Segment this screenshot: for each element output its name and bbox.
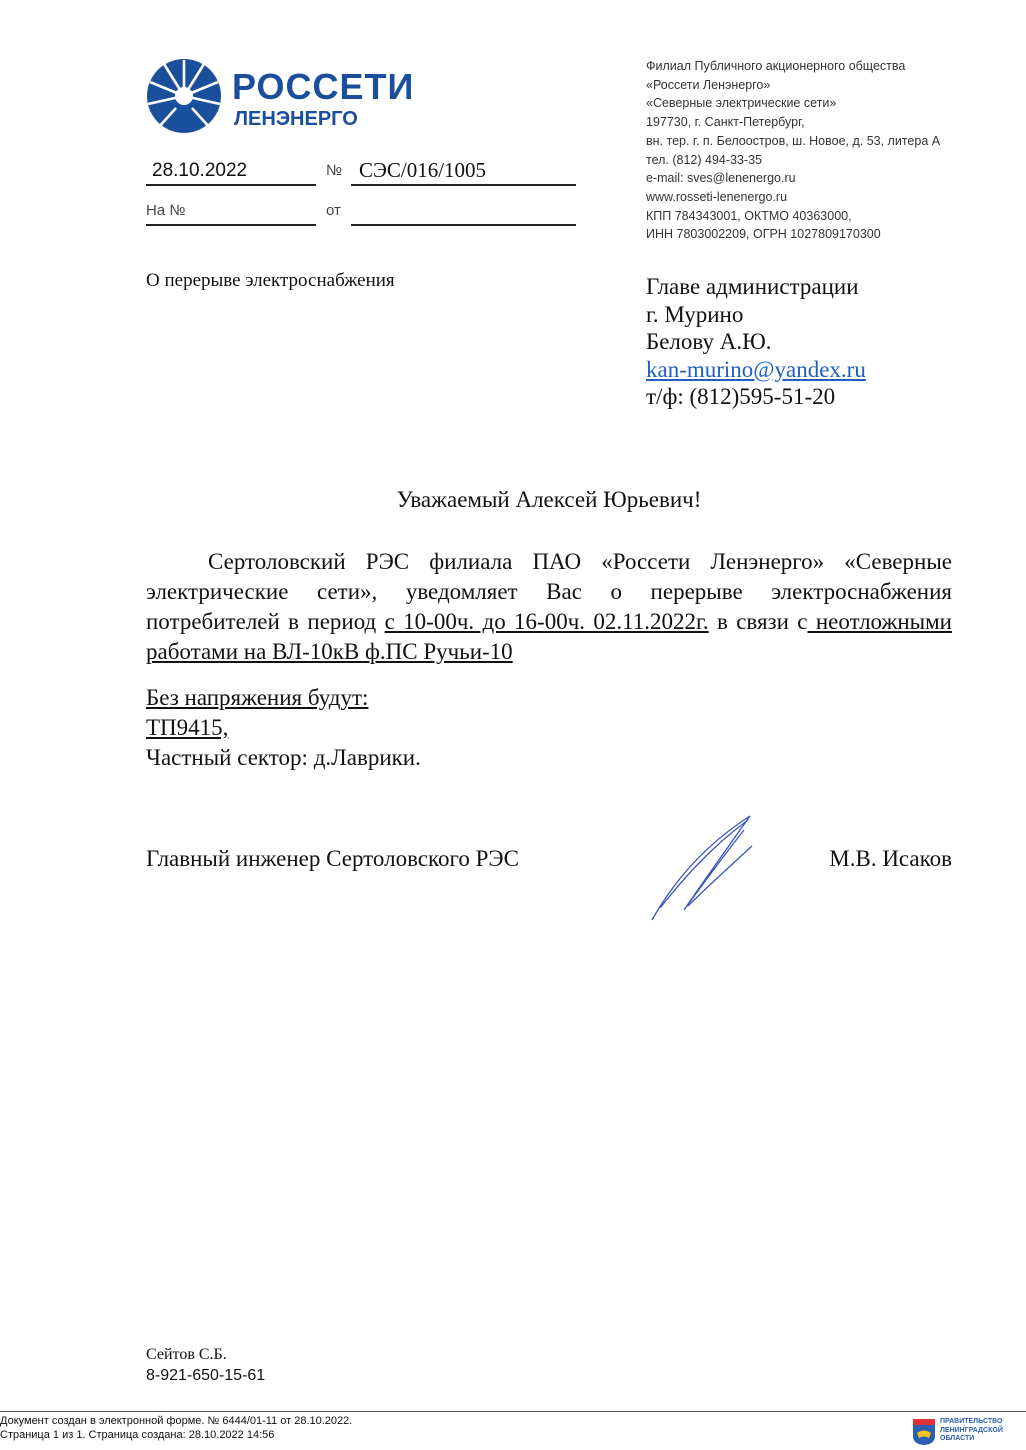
org-line: ИНН 7803002209, ОГРН 1027809170300 xyxy=(646,227,881,242)
letter-number: СЭС/016/1005 xyxy=(359,158,487,182)
org-line: вн. тер. г. п. Белоостров, ш. Новое, д. 53, литера А xyxy=(646,133,941,148)
from-field xyxy=(351,200,576,226)
footer-meta xyxy=(0,1414,352,1442)
gov-line: ЛЕНИНГРАДСКОЙ xyxy=(940,1426,1003,1434)
greeting: Уважаемый Алексей Юрьевич! xyxy=(396,487,702,512)
coat-of-arms-icon xyxy=(912,1418,936,1446)
outage-reason: неотложными работами на ВЛ-10кВ ф.ПС Ручьи-10 xyxy=(146,609,952,664)
paragraph-text: Сертоловский РЭС филиала ПАО «Россети Ленэнерго» «Северные электрические сети», уведомляет Вас о перерыве электроснабжения потребителей в период xyxy=(146,549,952,634)
outage-period: с 10-00ч. до 16-00ч. 02.11.2022г. xyxy=(384,609,709,634)
outage-substation: ТП9415, xyxy=(146,715,229,740)
organization-details xyxy=(646,57,940,244)
footer-line: Страница 1 из 1. Страница создана: 28.10.2022 14:56 xyxy=(0,1429,275,1441)
signer-position: Главный инженер Сертоловского РЭС xyxy=(146,846,519,871)
org-line: тел. (812) 494-33-35 xyxy=(646,152,763,167)
paragraph-text-cont: в связи с xyxy=(708,609,808,634)
recipient-title: Главе администрации xyxy=(646,274,859,299)
executor-name: Сейтов С.Б. xyxy=(146,1346,227,1363)
reply-field xyxy=(146,200,316,226)
footer-divider xyxy=(0,1411,1026,1412)
recipient-email-link[interactable]: kan-murino@yandex.ru xyxy=(646,356,866,382)
gov-logo-text xyxy=(940,1418,1003,1444)
gov-logo xyxy=(912,1418,1022,1446)
outage-sector: Частный сектор: д.Лаврики. xyxy=(146,745,421,770)
gov-line: ПРАВИТЕЛЬСТВО xyxy=(940,1418,1003,1425)
org-line: www.rosseti-lenenergo.ru xyxy=(646,189,788,204)
logo-sub-text: ЛЕНЭНЕРГО xyxy=(234,108,358,130)
org-line: КПП 784343001, ОКТМО 40363000, xyxy=(646,208,852,223)
from-label: от xyxy=(326,202,341,219)
rosseti-emblem-icon xyxy=(146,58,222,134)
main-paragraph xyxy=(146,547,952,667)
letter-subject: О перерыве электроснабжения xyxy=(146,270,395,291)
company-logo xyxy=(146,58,415,138)
number-label: № xyxy=(326,162,343,179)
outage-list-title: Без напряжения будут: xyxy=(146,685,369,710)
logo-brand-text: РОССЕТИ xyxy=(232,66,415,107)
org-line: 197730, г. Санкт-Петербург, xyxy=(646,115,805,130)
date-field xyxy=(146,160,316,186)
org-line: e-mail: sves@lenenergo.ru xyxy=(646,171,796,186)
reply-label: На № xyxy=(146,202,186,219)
number-field xyxy=(351,158,576,186)
gov-line: ОБЛАСТИ xyxy=(940,1435,975,1442)
recipient-name: Белову А.Ю. xyxy=(646,329,772,354)
org-line: «Северные электрические сети» xyxy=(646,96,837,111)
org-line: «Россети Ленэнерго» xyxy=(646,77,771,92)
signer-name: М.В. Исаков xyxy=(829,846,952,871)
letter-date: 28.10.2022 xyxy=(152,160,248,181)
executor-phone: 8-921-650-15-61 xyxy=(146,1367,266,1384)
org-line: Филиал Публичного акционерного общества xyxy=(646,59,906,73)
recipient-city: г. Мурино xyxy=(646,301,744,327)
recipient-block xyxy=(646,273,866,411)
outage-list xyxy=(146,683,421,773)
recipient-phone: т/ф: (812)595-51-20 xyxy=(646,384,836,409)
footer-line: Документ создан в электронной форме. № 6444/01-11 от 28.10.2022. xyxy=(0,1415,353,1427)
